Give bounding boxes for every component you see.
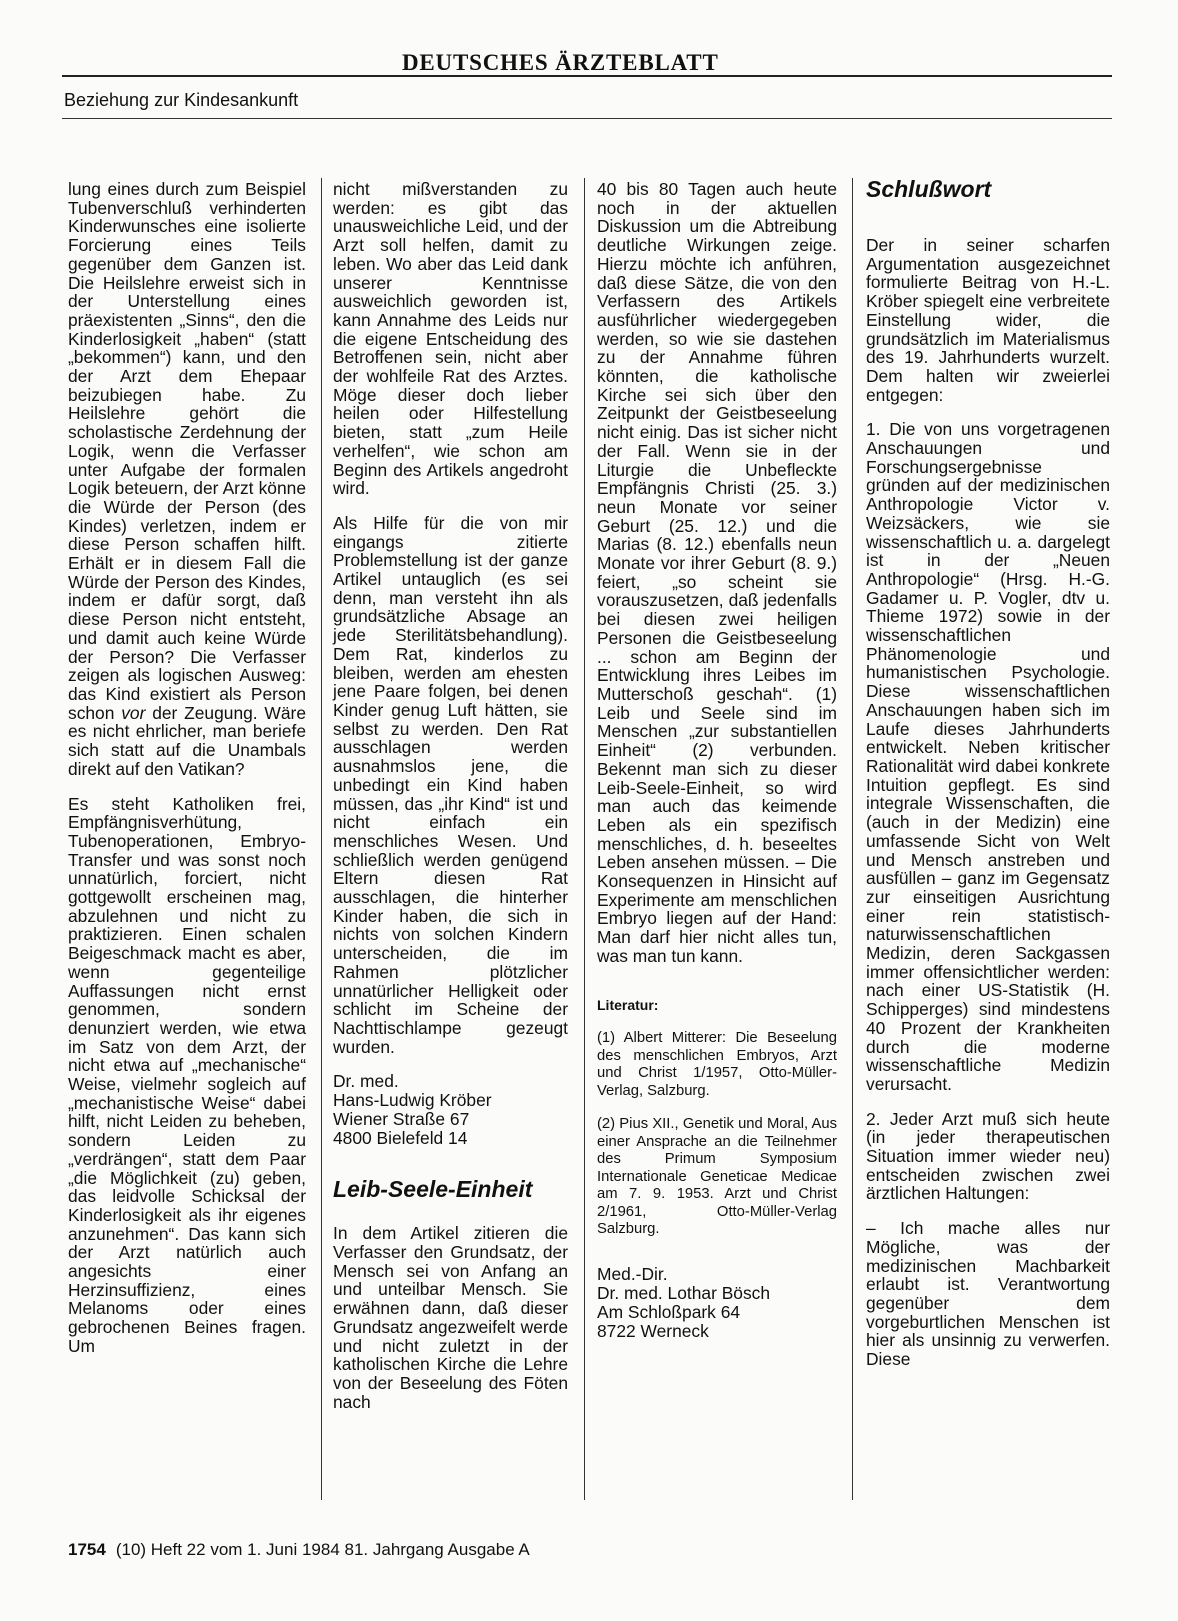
paragraph: 40 bis 80 Tagen auch heute noch in der aktuellen Diskussion um die Abtreibung deutliche Wirkungen zeige. Hierzu möchte ich anführen, daß diese Sätze, die von den Verfassern des Artikels ausführlicher wiedergegeben werden, so wie sie dastehen zu der Annahme führen könnten, die katholische Kirche sei sich über den Zeitpunkt der Geistbeseelung nicht einig. Das ist sicher nicht der Fall. Wenn sie in der Liturgie die Unbefleckte Empfängnis Christi (25. 3.) neun Monate vor seiner Geburt (25. 12.) und die Marias (8. 12.) ebenfalls neun Monate vor ihrer Geburt (8. 9.) feiert, „so scheint sie vorauszusetzen, daß jedenfalls bei diesen zwei heiligen Personen die Geistbeseelung ... schon am Beginn der Entwicklung ihres Leibes im Mutterschoß geschah“. (1) Leib und Seele sind im Menschen „zur substantiellen Einheit“ (2) verbunden. Bekennt man sich zu dieser Leib-Seele-Einheit, so wird man auch das keimende Leben als ein spezifisch menschliches, d. h. beseeltes Leben ansehen müssen. – Die Konsequenzen in Hinsicht auf Experimente am menschlichen Embryo liegen auf der Hand: Man darf hier nicht alles tun, was man tun kann.: [597, 179, 837, 966]
column-1: [68, 180, 306, 1372]
paragraph: In dem Artikel zitieren die Verfasser den Grundsatz, der Mensch sei von Anfang an und unteilbar Mensch. Sie erwähnen dann, daß dieser Grundsatz angezweifelt werde und nicht zuletzt in der katholischen Kirche die Lehre von der Beseelung des Föten nach: [333, 1223, 568, 1412]
page-footer: [68, 1540, 530, 1560]
column-divider: [321, 178, 322, 1500]
paragraph: – Ich mache alles nur Mögliche, was der medizinischen Machbarkeit erlaubt ist. Verantwortung gegenüber dem vorgeburtlichen Menschen ist hier als unsinnig zu verwerfen. Diese: [866, 1218, 1110, 1370]
paragraph: Der in seiner scharfen Argumentation ausgezeichnet formulierte Beitrag von H.-L. Kröber spiegelt eine verbreitete Einstellung wider, die grundsätzlich im Materialismus des 19. Jahrhunderts wurzelt. Dem halten wir zweierlei entgegen:: [866, 235, 1110, 405]
signature-boesch: Med.-Dir. Dr. med. Lothar Bösch Am Schloßpark 64 8722 Werneck: [597, 1263, 771, 1341]
literature-heading: Literatur:: [597, 996, 659, 1013]
column-divider: [852, 178, 853, 1500]
literature-entry: (1) Albert Mitterer: Die Beseelung des menschlichen Embryos, Arzt und Christ 1/1957, Otto-Müller-Verlag, Salzburg.: [597, 1030, 837, 1099]
section-rule: [62, 118, 1112, 119]
masthead: DEUTSCHES ÄRZTEBLATT: [402, 50, 719, 75]
paragraph: nicht mißverstanden zu werden: es gibt das unausweichliche Leid, und der Arzt soll helfen, damit zu leben. Wo aber das Leid dank unserer Kenntnisse ausweichlich geworden ist, kann Annahme des Leids nur die eigene Entscheidung des Betroffenen sein, nicht aber der wohlfeile Rat des Arztes. Möge dieser doch lieber heilen oder Hilfestellung bieten, statt „zum Heile verhelfen“, wie schon am Beginn des Artikels angedroht wird.: [333, 179, 568, 499]
paragraph: Als Hilfe für die von mir eingangs zitierte Problemstellung ist der ganze Artikel untauglich (es sei denn, man versteht ihn als grundsätzliche Absage an jede Sterilitätsbehandlung). Dem Rat, kinderlos zu bleiben, werden am ehesten jene Paare folgen, bei denen Kinder genug Luft hätten, sie selbst zu werden. Den Rat ausschlagen werden ausnahmslos jene, die unbedingt ein Kind haben müssen, das „ihr Kind“ ist und nicht einfach ein menschliches Wesen. Und schließlich werden genügend Eltern diesen Rat ausschlagen, die hinterher Kinder haben, die sich in nichts von solchen Kindern unterscheiden, die im Rahmen plötzlicher unnatürlicher Helligkeit oder schlicht im Scheine der Nachttischlampe gezeugt wurden.: [333, 512, 568, 1057]
emphasis: vor: [121, 702, 146, 723]
issue-info: (10) Heft 22 vom 1. Juni 1984 81. Jahrgang Ausgabe A: [115, 1540, 530, 1559]
paragraph: lung eines durch zum Beispiel Tubenverschluß verhinderten Kinderwunsches eine isolierte Forcierung eines Teils gegenüber dem Ganzen ist. Die Heilslehre erweist sich in der Unterstellung eines präexistenten „Sinns“, den die Kinderlosigkeit „haben“ (statt „bekommen“) kann, und den der Arzt dem Ehepaar beizubiegen habe. Zu Heilslehre gehört die scholastische Zerdehnung der Logik, wenn die Verfasser unter Aufgabe der formalen Logik beteuern, der Arzt könne die Würde der Person (des Kindes) verletzen, indem er diese Person schaffen hilft. Erhält er in diesem Fall die Würde der Person des Kindes, indem er dafür sorgt, daß diese Person nicht entsteht, und damit auch keine Würde der Person? Die Verfasser zeigen als logischen Ausweg: das Kind existiert als Person schon vor der Zeugung. Wäre es nicht ehrlicher, man beriefe sich statt auf die Unambals direkt auf den Vatikan?: [68, 179, 306, 779]
article-heading: Schlußwort: [866, 176, 992, 202]
literature-entry: (2) Pius XII., Genetik und Moral, Aus einer Ansprache an die Teilnehmer des Primum Symposium Internationale Geneticae Medicae am 7. 9. 1953. Arzt und Christ 2/1961, Otto-Müller-Verlag Salzburg.: [597, 1116, 837, 1238]
column-2: [333, 180, 568, 1427]
section-title: Beziehung zur Kindesankunft: [64, 90, 299, 110]
paragraph: 2. Jeder Arzt muß sich heute (in jeder therapeutischen Situation immer wieder neu) entscheiden zwischen zwei ärztlichen Haltungen:: [866, 1108, 1110, 1204]
paragraph: Es steht Katholiken frei, Empfängnisverhütung, Tubenoperationen, Embryo-Transfer und was sonst noch unnatürlich, forciert, nicht gottgewollt erscheinen mag, abzulehnen und nicht zu praktizieren. Einen schalen Beigeschmack macht es aber, wenn gegenteilige Auffassungen nicht ernst genommen, sondern denunziert werden, wie etwa im Satz von dem Arzt, der nicht etwa auf „mechanische“ Weise, vielmehr sogleich auf „mechanistische Weise“ dabei hilft, nicht Leiden zu beheben, sondern Leiden zu „verdrängen“, statt dem Paar „die Möglichkeit (zu) geben, das leidvolle Schicksal der Kinderlosigkeit als ihr eigenes anzunehmen“. Das kann sich der Arzt natürlich auch angesichts einer Herzinsuffizienz, eines Melanoms oder eines gebrochenen Beines fragen. Um: [68, 793, 306, 1356]
page-number: 1754: [68, 1540, 106, 1559]
article-heading: Leib-Seele-Einheit: [333, 1176, 533, 1203]
paragraph: 1. Die von uns vorgetragenen Anschauungen und Forschungsergebnisse gründen auf der medizinischen Anthropologie Victor v. Weizsäckers, wie sie wissenschaftlich u. a. dargelegt ist in der „Neuen Anthropologie“ (Hrsg. H.-G. Gadamer u. P. Vogler, dtv u. Thieme 1972) sowie in der wissenschaftlichen Phänomenologie und humanistischen Psychologie. Diese wissenschaftlichen Anschauungen haben sich im Laufe dieses Jahrhunderts entwickelt. Neben kritischer Rationalität wird dabei konkrete Intuition gepflegt. Es sind integrale Wissenschaften, die (auch in der Medizin) eine umfassende Sicht von Welt und Mensch anstreben und ausfüllen – ganz im Gegensatz zur einseitigen Ausrichtung einer rein statistisch-naturwissenschaftlichen Medizin, deren Sackgassen immer offensichtlicher werden: nach einer US-Statistik (H. Schipperges) sind mindestens 40 Prozent der Krankheiten durch die moderne wissenschaftliche Medizin verursacht.: [866, 419, 1110, 1094]
signature-kroeber: Dr. med. Hans-Ludwig Kröber Wiener Straße 67 4800 Bielefeld 14: [333, 1071, 492, 1149]
column-divider: [584, 178, 585, 1500]
column-3: [597, 180, 837, 1341]
column-4: [866, 176, 1110, 1385]
masthead-rule: [62, 75, 1112, 77]
